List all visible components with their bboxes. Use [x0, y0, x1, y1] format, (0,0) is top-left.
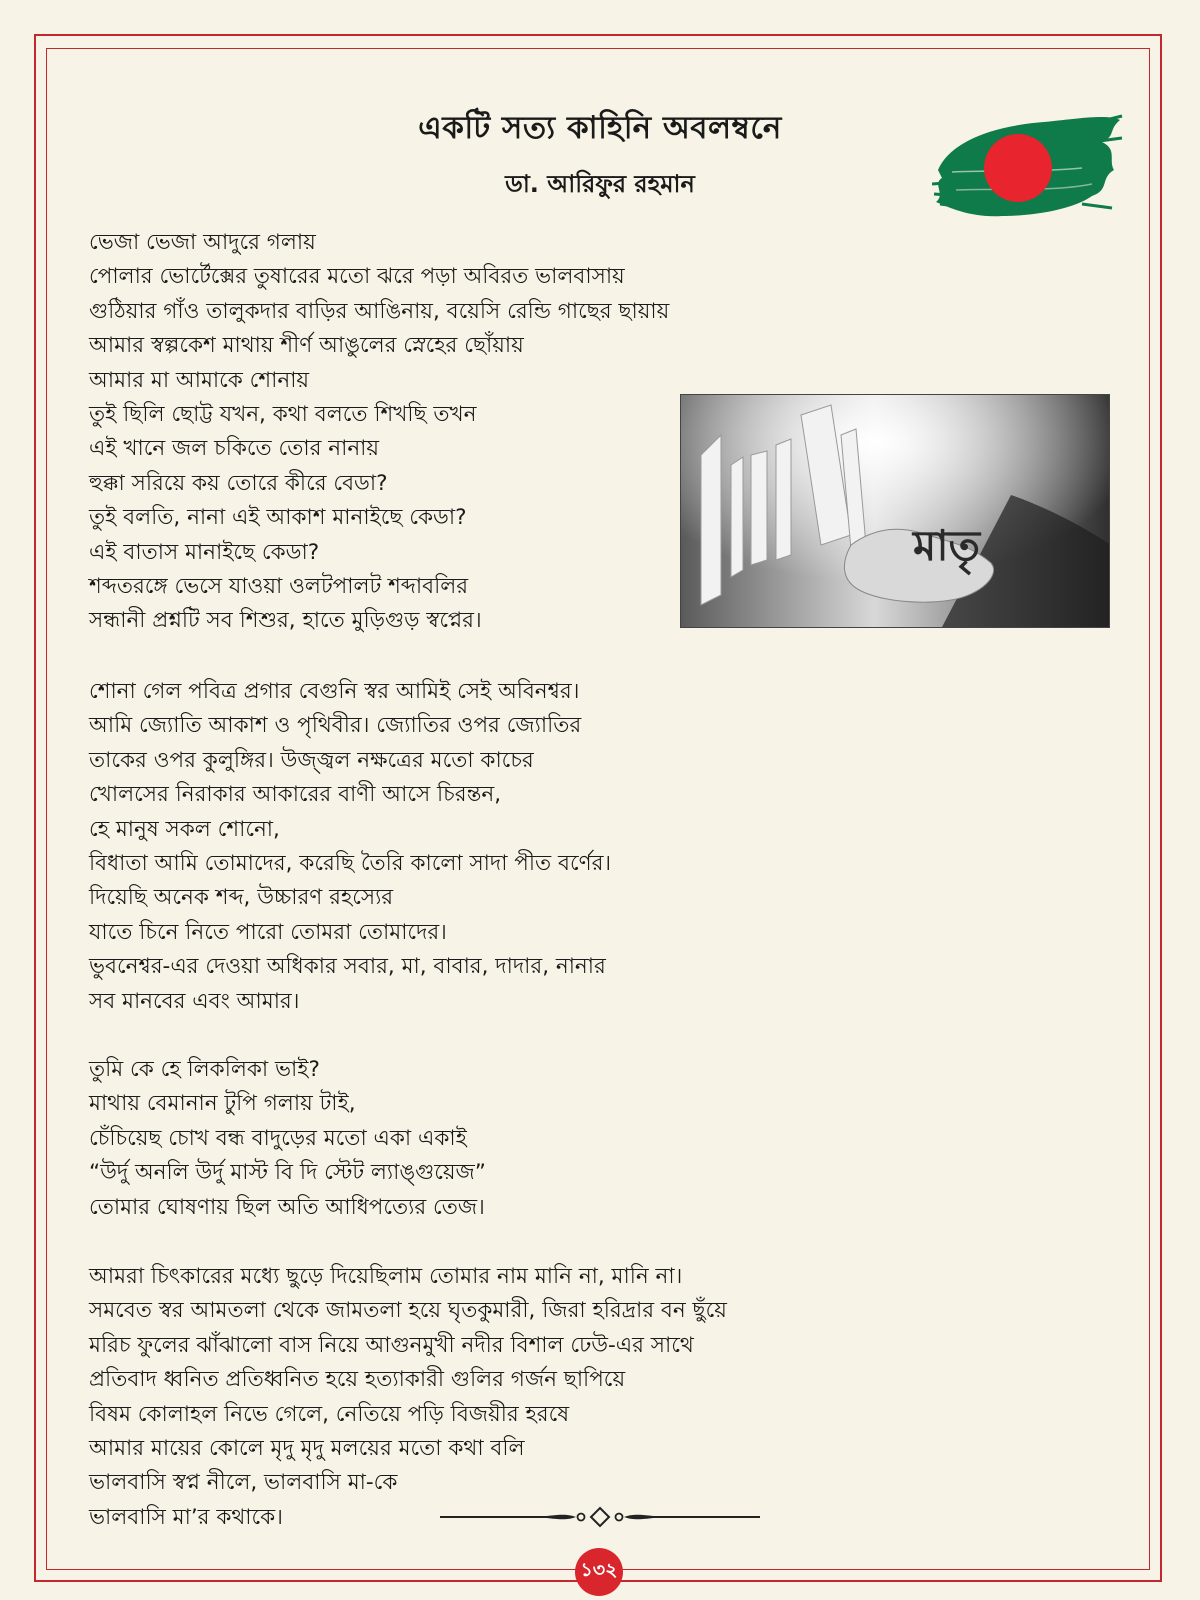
verse-line: গুঠিয়ার গাঁও তালুকদার বাড়ির আঙিনায়, বয়েসি রেন্ডি গাছের ছায়ায়	[89, 298, 670, 324]
verse-line: হুক্কা সরিয়ে কয় তোরে কীরে বেডা?	[89, 470, 388, 496]
verse-line: আমার মায়ের কোলে মৃদু মৃদু মলয়ের মতো কথা বলি	[89, 1436, 525, 1462]
poem-title: একটি সত্য কাহিনি অবলম্বনে	[418, 110, 782, 146]
verse-line: শব্দতরঙ্গে ভেসে যাওয়া ওলটপালট শব্দাবলির	[89, 574, 469, 600]
stanza-1	[89, 226, 669, 639]
verse-line: আমি জ্যোতি আকাশ ও পৃথিবীর। জ্যোতির ওপর জ্যোতির	[89, 713, 582, 739]
verse-line: সন্ধানী প্রশ্নটি সব শিশুর, হাতে মুড়িগুড় স্বপ্নের।	[89, 608, 482, 634]
verse-line: চেঁচিয়েছ চোখ বন্ধ বাদুড়ের মতো একা একাই	[89, 1125, 467, 1151]
author-name: ডা. আরিফুর রহমান	[505, 170, 695, 198]
verse-line: তাকের ওপর কুলুঙ্গির। উজ্জ্বল নক্ষত্রের মতো কাচের	[89, 747, 534, 773]
verse-line: খোলসের নিরাকার আকারের বাণী আসে চিরন্তন,	[89, 782, 502, 808]
verse-line: তুমি কে হে লিকলিকা ভাই?	[89, 1057, 320, 1082]
divider-ornament-icon	[440, 1505, 760, 1529]
verse-line: দিয়েছি অনেক শব্দ, উচ্চারণ রহস্যের	[89, 885, 394, 911]
stanza-2	[89, 675, 611, 1019]
verse-line: প্রতিবাদ ধ্বনিত প্রতিধ্বনিত হয়ে হত্যাকারী গুলির গর্জন ছাপিয়ে	[89, 1367, 626, 1393]
verse-line: পোলার ভোর্টেক্সের তুষারের মতো ঝরে পড়া অবিরত ভালবাসায়	[89, 264, 625, 290]
page-number-badge: ১৩২	[575, 1548, 623, 1596]
illustration-letters: মাতৃ	[913, 521, 981, 570]
verse-line: মরিচ ফুলের ঝাঁঝালো বাস নিয়ে আগুনমুখী নদীর বিশাল ঢেউ-এর সাথে	[89, 1332, 694, 1358]
verse-line: এই বাতাস মানাইছে কেডা?	[89, 539, 320, 565]
verse-line: সব মানবের এবং আমার।	[89, 988, 300, 1014]
verse-line: বিষম কোলাহল নিভে গেলে, নেতিয়ে পড়ি বিজয়ীর হরষে	[89, 1401, 570, 1427]
verse-line: আমরা চিৎকারের মধ্যে ছুড়ে দিয়েছিলাম তোমার নাম মানি না, মানি না।	[89, 1264, 683, 1289]
verse-line: বিধাতা আমি তোমাদের, করেছি তৈরি কালো সাদা পীত বর্ণের।	[89, 851, 612, 877]
verse-line: সমবেত স্বর আমতলা থেকে জামতলা হয়ে ঘৃতকুমারী, জিরা হরিদ্রার বন ছুঁয়ে	[89, 1298, 727, 1324]
illustration-photo	[680, 394, 1110, 628]
stanza-4	[89, 1260, 727, 1535]
verse-line: শোনা গেল পবিত্র প্রগার বেগুনি স্বর আমিই সেই অবিনশ্বর।	[89, 679, 580, 704]
verse-line: আমার স্বল্পকেশ মাথায় শীর্ণ আঙুলের স্নেহের ছোঁয়ায়	[89, 333, 524, 359]
verse-line: এই খানে জল চকিতে তোর নানায়	[89, 436, 380, 462]
verse-line: যাতে চিনে নিতে পারো তোমরা তোমাদের।	[89, 919, 447, 945]
verse-line: তুই বলতি, নানা এই আকাশ মানাইছে কেডা?	[89, 505, 467, 531]
verse-line: হে মানুষ সকল শোনো,	[89, 816, 280, 842]
verse-line: মাথায় বেমানান টুপি গলায় টাই,	[89, 1091, 356, 1117]
verse-line: তুই ছিলি ছোট্ট যখন, কথা বলতে শিখছি তখন	[89, 402, 477, 428]
verse-line: ভেজা ভেজা আদুরে গলায়	[89, 230, 316, 255]
verse-line: আমার মা আমাকে শোনায়	[89, 367, 310, 393]
verse-line: ভালবাসি স্বপ্ন নীলে, ভালবাসি মা-কে	[89, 1470, 398, 1496]
stanza-3	[89, 1053, 486, 1225]
bangladesh-flag-icon	[932, 112, 1124, 224]
verse-line: তোমার ঘোষণায় ছিল অতি আধিপত্যের তেজ।	[89, 1194, 485, 1220]
verse-line: “উর্দু অনলি উর্দু মাস্ট বি দি স্টেট ল্যাঙ্গুয়েজ”	[89, 1160, 486, 1186]
verse-line: ভালবাসি মা’র কথাকে।	[89, 1504, 283, 1530]
verse-line: ভুবনেশ্বর-এর দেওয়া অধিকার সবার, মা, বাবার, দাদার, নানার	[89, 954, 606, 980]
